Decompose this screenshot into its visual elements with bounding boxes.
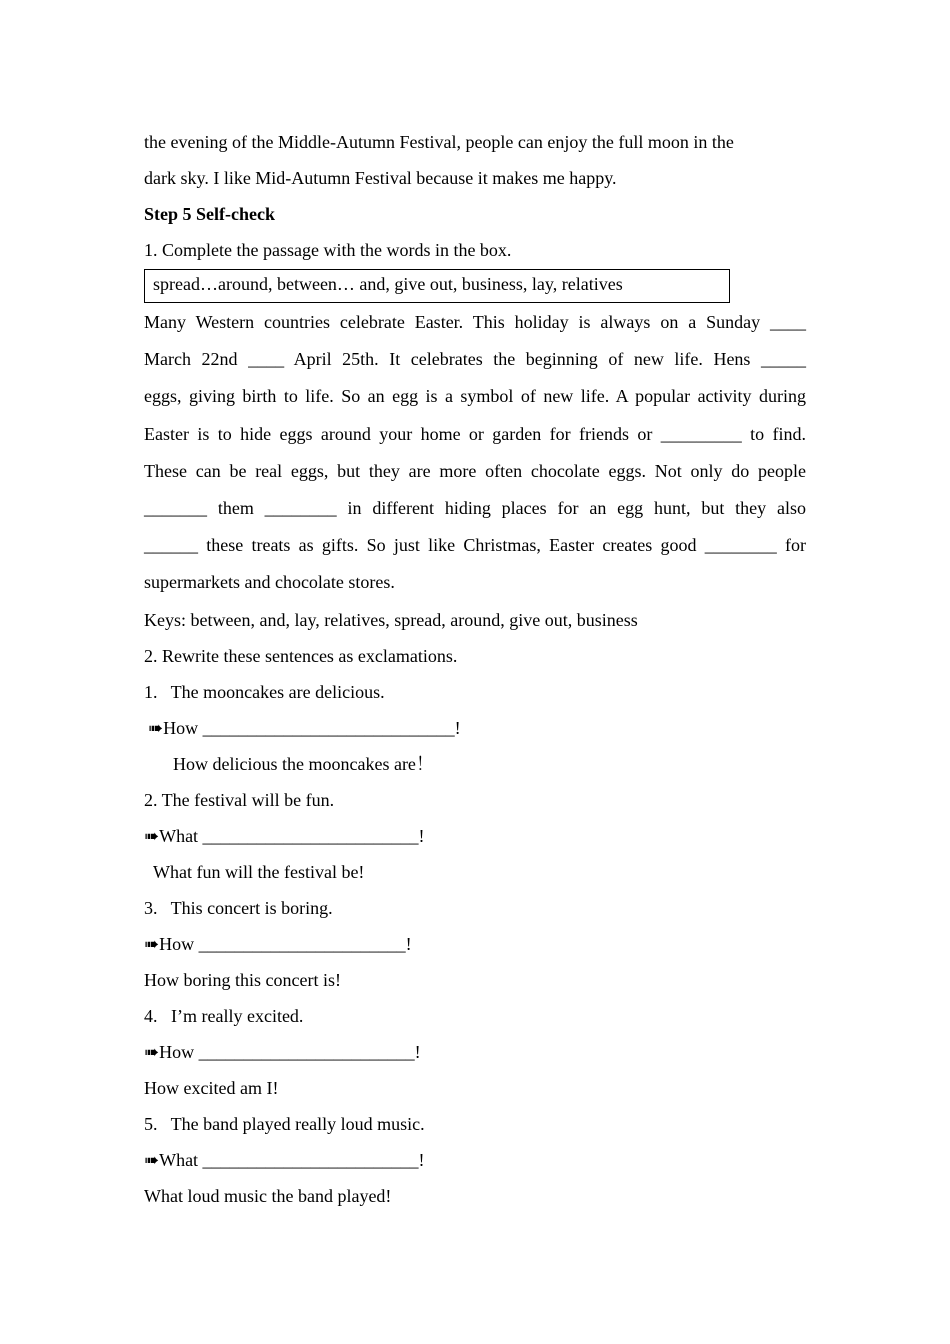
task2-instruction: 2. Rewrite these sentences as exclamations. xyxy=(144,645,458,666)
passage-line-8: supermarkets and chocolate stores. xyxy=(144,572,395,593)
intro-line-2: dark sky. I like Mid-Autumn Festival because it makes me happy. xyxy=(144,168,617,188)
exercise-1-answer: How delicious the mooncakes are！ xyxy=(173,753,434,774)
exercise-3-prompt: ➠How _______________________! xyxy=(144,933,412,954)
intro-line-1: the evening of the Middle-Autumn Festival, people can enjoy the full moon in the xyxy=(144,132,734,152)
exercise-4-answer: How excited am I! xyxy=(144,1077,279,1098)
exercise-2-sentence: 2. The festival will be fun. xyxy=(144,789,335,810)
passage-line-5: These can be real eggs, but they are more often chocolate eggs. Not only do people xyxy=(144,460,806,481)
passage-line-1: Many Western countries celebrate Easter. This holiday is always on a Sunday ____ xyxy=(144,312,806,332)
passage xyxy=(144,304,806,602)
exercise-2-prompt: ➠What ________________________! xyxy=(144,825,425,846)
word-box: spread…around, between… and, give out, business, lay, relatives xyxy=(144,269,730,303)
exercise-4-prompt: ➠How ________________________! xyxy=(144,1041,421,1062)
exercise-1-prompt: ➠How ____________________________! xyxy=(148,717,461,738)
passage-line-6: _______ them ________ in different hiding places for an egg hunt, but they also xyxy=(144,497,806,518)
passage-line-4: Easter is to hide eggs around your home or garden for friends or _________ to find. xyxy=(144,423,806,444)
exercise-3-sentence: 3. This concert is boring. xyxy=(144,897,333,918)
passage-line-2: March 22nd ____ April 25th. It celebrates the beginning of new life. Hens _____ xyxy=(144,349,806,370)
exercise-5-sentence: 5. The band played really loud music. xyxy=(144,1113,425,1134)
page-content xyxy=(144,124,806,1214)
step-title: Step 5 Self-check xyxy=(144,204,275,224)
passage-line-7: ______ these treats as gifts. So just like Christmas, Easter creates good ________ for xyxy=(144,535,806,556)
exercise-1-sentence: 1. The mooncakes are delicious. xyxy=(144,681,385,702)
exercise-2-answer: What fun will the festival be! xyxy=(153,861,365,882)
exercise-5-prompt: ➠What ________________________! xyxy=(144,1149,425,1170)
exercise-3-answer: How boring this concert is! xyxy=(144,969,341,990)
answer-keys: Keys: between, and, lay, relatives, spread, around, give out, business xyxy=(144,609,638,630)
exercise-5-answer: What loud music the band played! xyxy=(144,1185,392,1206)
exercise-4-sentence: 4. I’m really excited. xyxy=(144,1005,304,1026)
task1-instruction: 1. Complete the passage with the words in the box. xyxy=(144,240,512,260)
passage-line-3: eggs, giving birth to life. So an egg is a symbol of new life. A popular activity during xyxy=(144,386,806,407)
